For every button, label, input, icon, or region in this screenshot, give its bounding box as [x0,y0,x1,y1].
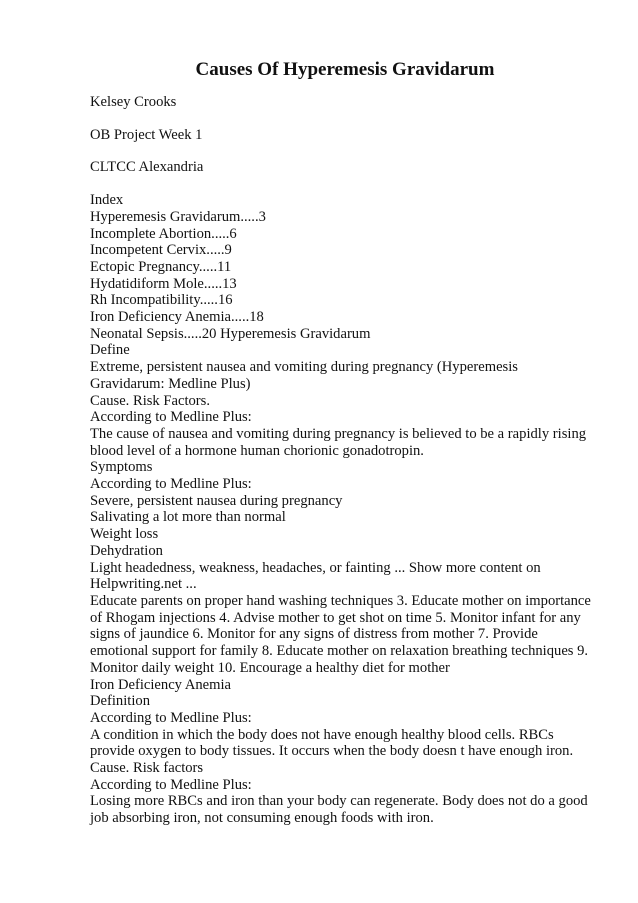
body-line: Salivating a lot more than normal [90,509,286,526]
index-item: Rh Incompatibility.....16 [90,292,233,309]
body-line: According to Medline Plus: [90,409,252,426]
body-line: of Rhogam injections 4. Advise mother to get shot on time 5. Monitor infant for any [90,609,581,626]
index-heading: Index [90,192,124,209]
body-line: emotional support for family 8. Educate mother on relaxation breathing techniques 9. [90,643,589,660]
author-name: Kelsey Crooks [90,94,177,110]
body-line: According to Medline Plus: [90,709,252,726]
body-line: provide oxygen to body tissues. It occurs when the body doesn t have enough iron. [90,743,574,760]
body-line: Monitor daily weight 10. Encourage a healthy diet for mother [90,659,450,676]
body-line: Educate parents on proper hand washing techniques 3. Educate mother on importance [90,592,591,609]
body-line: Helpwriting.net ... [90,576,197,593]
body-line: Iron Deficiency Anemia [90,676,232,693]
body-line: Symptoms [90,459,153,476]
body-line: According to Medline Plus: [90,476,252,493]
index-item: Neonatal Sepsis.....20 Hyperemesis Gravidarum [90,325,371,342]
body-text [90,342,600,826]
body-line: Define [90,342,130,359]
course-name: OB Project Week 1 [90,126,203,143]
body-line: blood level of a hormone human chorionic gonadotropin. [90,442,424,459]
body-line: Severe, persistent nausea during pregnancy [90,492,343,509]
body-line: According to Medline Plus: [90,776,252,793]
body-line: Definition [90,693,150,710]
body-line: Weight loss [90,526,159,543]
document-title: Causes Of Hyperemesis Gravidarum [195,59,495,80]
body-line: job absorbing iron, not consuming enough foods with iron. [90,810,434,827]
body-line: signs of jaundice 6. Monitor for any signs of distress from mother 7. Provide [90,626,538,643]
index-item: Iron Deficiency Anemia.....18 [90,309,264,326]
body-line: Cause. Risk Factors. [90,392,210,409]
body-line: The cause of nausea and vomiting during pregnancy is believed to be a rapidly rising [90,425,587,442]
index-item: Incompetent Cervix.....9 [90,242,232,259]
index-item: Incomplete Abortion.....6 [90,225,237,242]
document-page [90,58,600,827]
school-name: CLTCC Alexandria [90,159,204,176]
body-line: Light headedness, weakness, headaches, or fainting ... Show more content on [90,559,541,576]
body-line: Dehydration [90,542,163,559]
index-item: Hyperemesis Gravidarum.....3 [90,208,266,225]
index-item: Hydatidiform Mole.....13 [90,275,237,292]
body-line: Losing more RBCs and iron than your body can regenerate. Body does not do a good [90,793,588,810]
body-line: Extreme, persistent nausea and vomiting during pregnancy (Hyperemesis [90,359,518,376]
index-item: Ectopic Pregnancy.....11 [90,258,232,275]
index-section [90,192,600,342]
body-line: A condition in which the body does not have enough healthy blood cells. RBCs [90,726,554,743]
body-line: Cause. Risk factors [90,760,204,777]
body-line: Gravidarum: Medline Plus) [90,375,251,392]
